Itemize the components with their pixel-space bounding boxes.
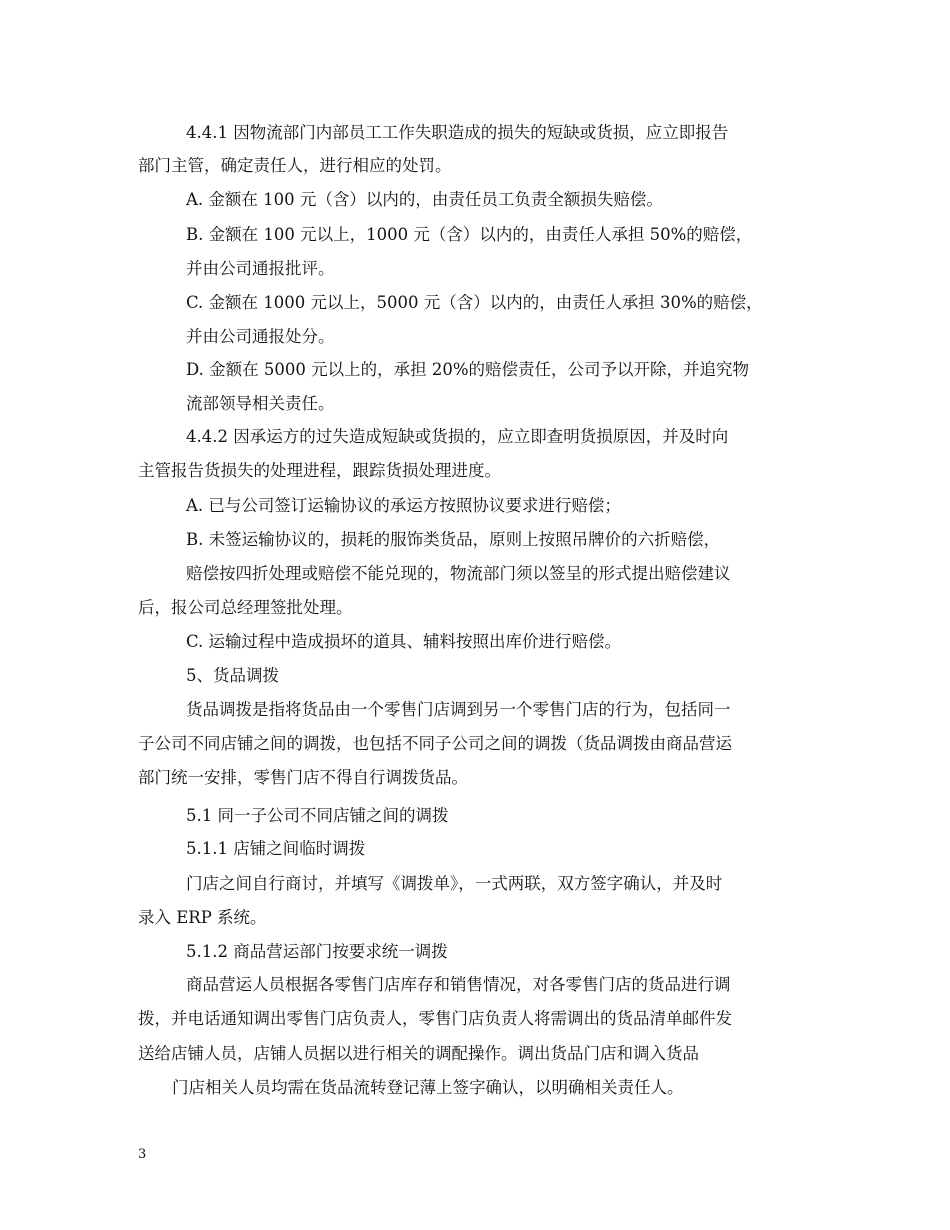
carrier-item-b-line-2: 赔偿按四折处理或赔偿不能兑现的，物流部门须以签呈的形式提出赔偿建议 (186, 564, 731, 583)
section-5-para-line-1: 货品调拨是指将货品由一个零售门店调到另一个零售门店的行为，包括同一 (186, 700, 731, 719)
section-5-heading: 5、货品调拨 (186, 666, 279, 685)
carrier-item-c-line: C. 运输过程中造成损坏的道具、辅料按照出库价进行赔偿。 (186, 632, 622, 651)
section-5-1-1-para-line-2: 录入 ERP 系统。 (138, 908, 267, 927)
section-5-1-2-heading: 5.1.2 商品营运部门按要求统一调拨 (186, 942, 448, 961)
section-5-1-heading: 5.1 同一子公司不同店铺之间的调拨 (186, 806, 449, 825)
item-c-line-1: C. 金额在 1000 元以上，5000 元（含）以内的，由责任人承担 30%的赔偿， (186, 293, 763, 312)
carrier-item-b-line-3: 后，报公司总经理签批处理。 (138, 598, 353, 617)
clause-4-4-1-line-1: 4.4.1 因物流部门内部员工工作失职造成的损失的短缺或货损，应立即报告 (186, 123, 729, 142)
section-5-para-line-3: 部门统一安排，零售门店不得自行调拨货品。 (138, 768, 468, 787)
clause-4-4-1-line-2: 部门主管，确定责任人，进行相应的处罚。 (138, 156, 452, 175)
clause-4-4-2-line-2: 主管报告货损失的处理进程，跟踪货损处理进度。 (138, 461, 501, 480)
section-5-1-2-para-line-4: 门店相关人员均需在货品流转登记薄上签字确认，以明确相关责任人。 (172, 1078, 684, 1097)
carrier-item-b-line-1: B. 未签运输协议的，损耗的服饰类货品，原则上按照吊牌价的六折赔偿， (186, 530, 721, 549)
page-number: 3 (138, 1147, 147, 1162)
carrier-item-a-line: A. 已与公司签订运输协议的承运方按照协议要求进行赔偿； (186, 496, 621, 515)
item-a-line: A. 金额在 100 元（含）以内的，由责任员工负责全额损失赔偿。 (186, 190, 663, 209)
section-5-1-2-para-line-1: 商品营运人员根据各零售门店库存和销售情况，对各零售门店的货品进行调 (186, 975, 731, 994)
section-5-1-1-heading: 5.1.1 店铺之间临时调拨 (186, 839, 366, 858)
item-d-line-1: D. 金额在 5000 元以上的，承担 20%的赔偿责任，公司予以开除，并追究物 (186, 360, 750, 379)
item-d-line-2: 流部领导相关责任。 (186, 394, 335, 413)
section-5-1-2-para-line-3: 送给店铺人员，店铺人员据以进行相关的调配操作。调出货品门店和调入货品 (138, 1044, 699, 1063)
section-5-para-line-2: 子公司不同店铺之间的调拨，也包括不同子公司之间的调拨（货品调拨由商品营运 (138, 734, 732, 753)
item-c-line-2: 并由公司通报处分。 (186, 327, 335, 346)
item-b-line-1: B. 金额在 100 元以上，1000 元（含）以内的，由责任人承担 50%的赔偿， (186, 225, 753, 244)
clause-4-4-2-line-1: 4.4.2 因承运方的过失造成短缺或货损的，应立即查明货损原因，并及时向 (186, 427, 729, 446)
item-b-line-2: 并由公司通报批评。 (186, 259, 335, 278)
section-5-1-2-para-line-2: 拨，并电话通知调出零售门店负责人，零售门店负责人将需调出的货品清单邮件发 (138, 1009, 732, 1028)
section-5-1-1-para-line-1: 门店之间自行商讨，并填写《调拨单》，一式两联，双方签字确认，并及时 (186, 874, 723, 893)
